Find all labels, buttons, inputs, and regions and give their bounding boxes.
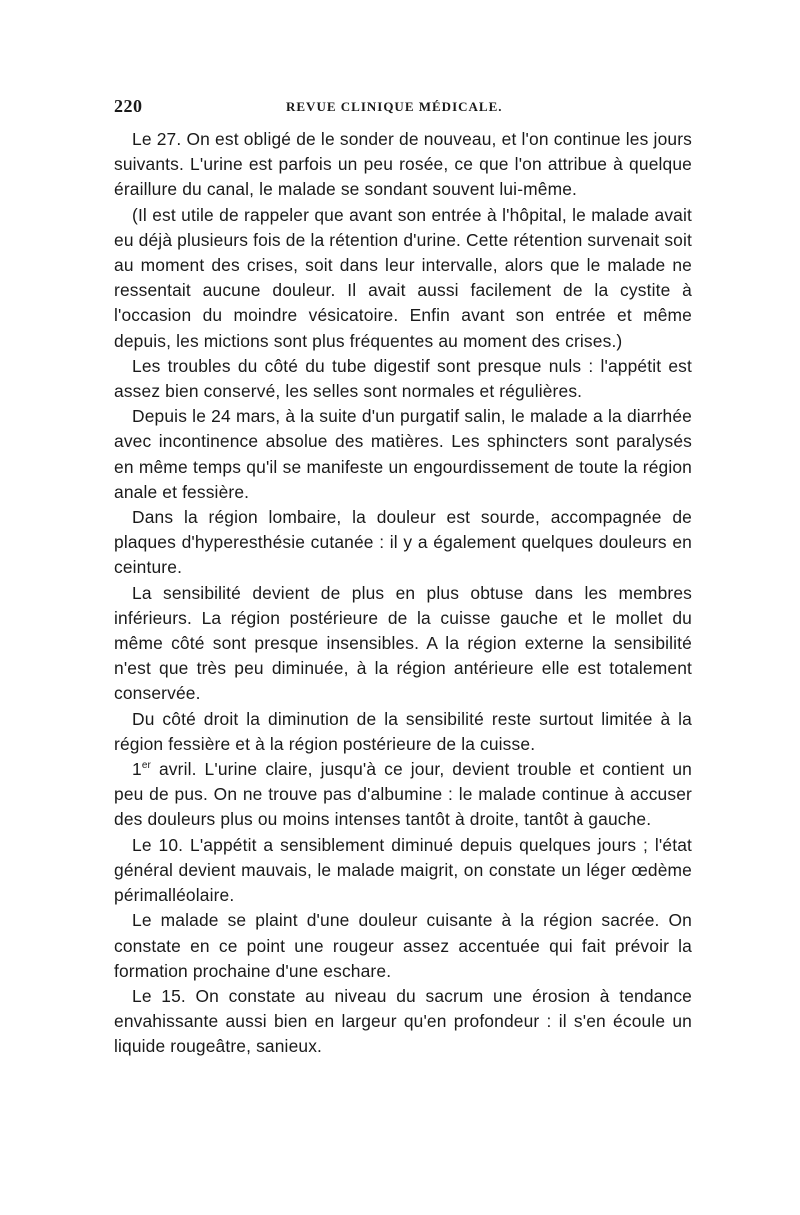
document-page	[114, 96, 692, 1060]
ordinal-suffix: er	[141, 760, 152, 772]
page-number: 220	[114, 96, 143, 116]
paragraph: Le 10. L'appétit a sensiblement diminué depuis quelques jours ; l'état général devient mauvais, le malade maigrit, on constate un léger œdème périmalléolaire.	[114, 834, 692, 906]
journal-title: REVUE CLINIQUE MÉDICALE.	[286, 99, 503, 114]
running-head	[114, 96, 692, 122]
paragraph: (Il est utile de rappeler que avant son entrée à l'hôpital, le malade avait eu déjà plusieurs fois de la rétention d'urine. Cette rétention survenait soit au moment des crises, soit dans leur intervalle, alors que le malade ne ressentait aucune douleur. Il avait aussi facilement de la cystite à l'occasion du moindre vésicatoire. Enfin avant son entrée et même depuis, les mictions sont plus fréquentes au moment des crises.)	[114, 204, 692, 351]
paragraph: Dans la région lombaire, la douleur est sourde, accompagnée de plaques d'hyperesthésie cutanée : il y a également quelques douleurs en ceinture.	[114, 507, 692, 578]
paragraph-text: avril. L'urine claire, jusqu'à ce jour, devient trouble et contient un peu de pus. On ne trouve pas d'albumine : le malade continue à accuser des douleurs plus ou moins intenses tantôt à droite, tantôt à gauche.	[114, 759, 692, 830]
paragraph: Depuis le 24 mars, à la suite d'un purgatif salin, le malade a la diarrhée avec incontinence absolue des matières. Les sphincters sont paralysés en même temps qu'il se manifeste un engourdissement de toute la région anale et fessière.	[114, 406, 692, 502]
paragraph: Le 27. On est obligé de le sonder de nouveau, et l'on continue les jours suivants. L'urine est parfois un peu rosée, ce que l'on attribue à quelque éraillure du canal, le malade se sondant souvent lui-même.	[114, 129, 692, 200]
paragraph: Du côté droit la diminution de la sensibilité reste surtout limitée à la région fessière et à la région postérieure de la cuisse.	[114, 708, 692, 754]
paragraph: Le 15. On constate au niveau du sacrum une érosion à tendance envahissante aussi bien en largeur qu'en profondeur : il s'en écoule un liquide rougeâtre, sanieux.	[114, 985, 692, 1057]
body-text	[114, 127, 692, 1060]
paragraph: Le malade se plaint d'une douleur cuisante à la région sacrée. On constate en ce point une rougeur assez accentuée qui fait prévoir la formation prochaine d'une eschare.	[114, 910, 692, 981]
date-number: 1	[132, 759, 142, 780]
paragraph: La sensibilité devient de plus en plus obtuse dans les membres inférieurs. La région postérieure de la cuisse gauche et le mollet du même côté sont presque insensibles. A la région externe la sensibilité n'est que très peu diminuée, à la région antérieure elle est totalement conservée.	[114, 582, 692, 704]
paragraph: Les troubles du côté du tube digestif sont presque nuls : l'appétit est assez bien conservé, les selles sont normales et régulières.	[114, 355, 692, 402]
paragraph-avril	[114, 757, 692, 833]
